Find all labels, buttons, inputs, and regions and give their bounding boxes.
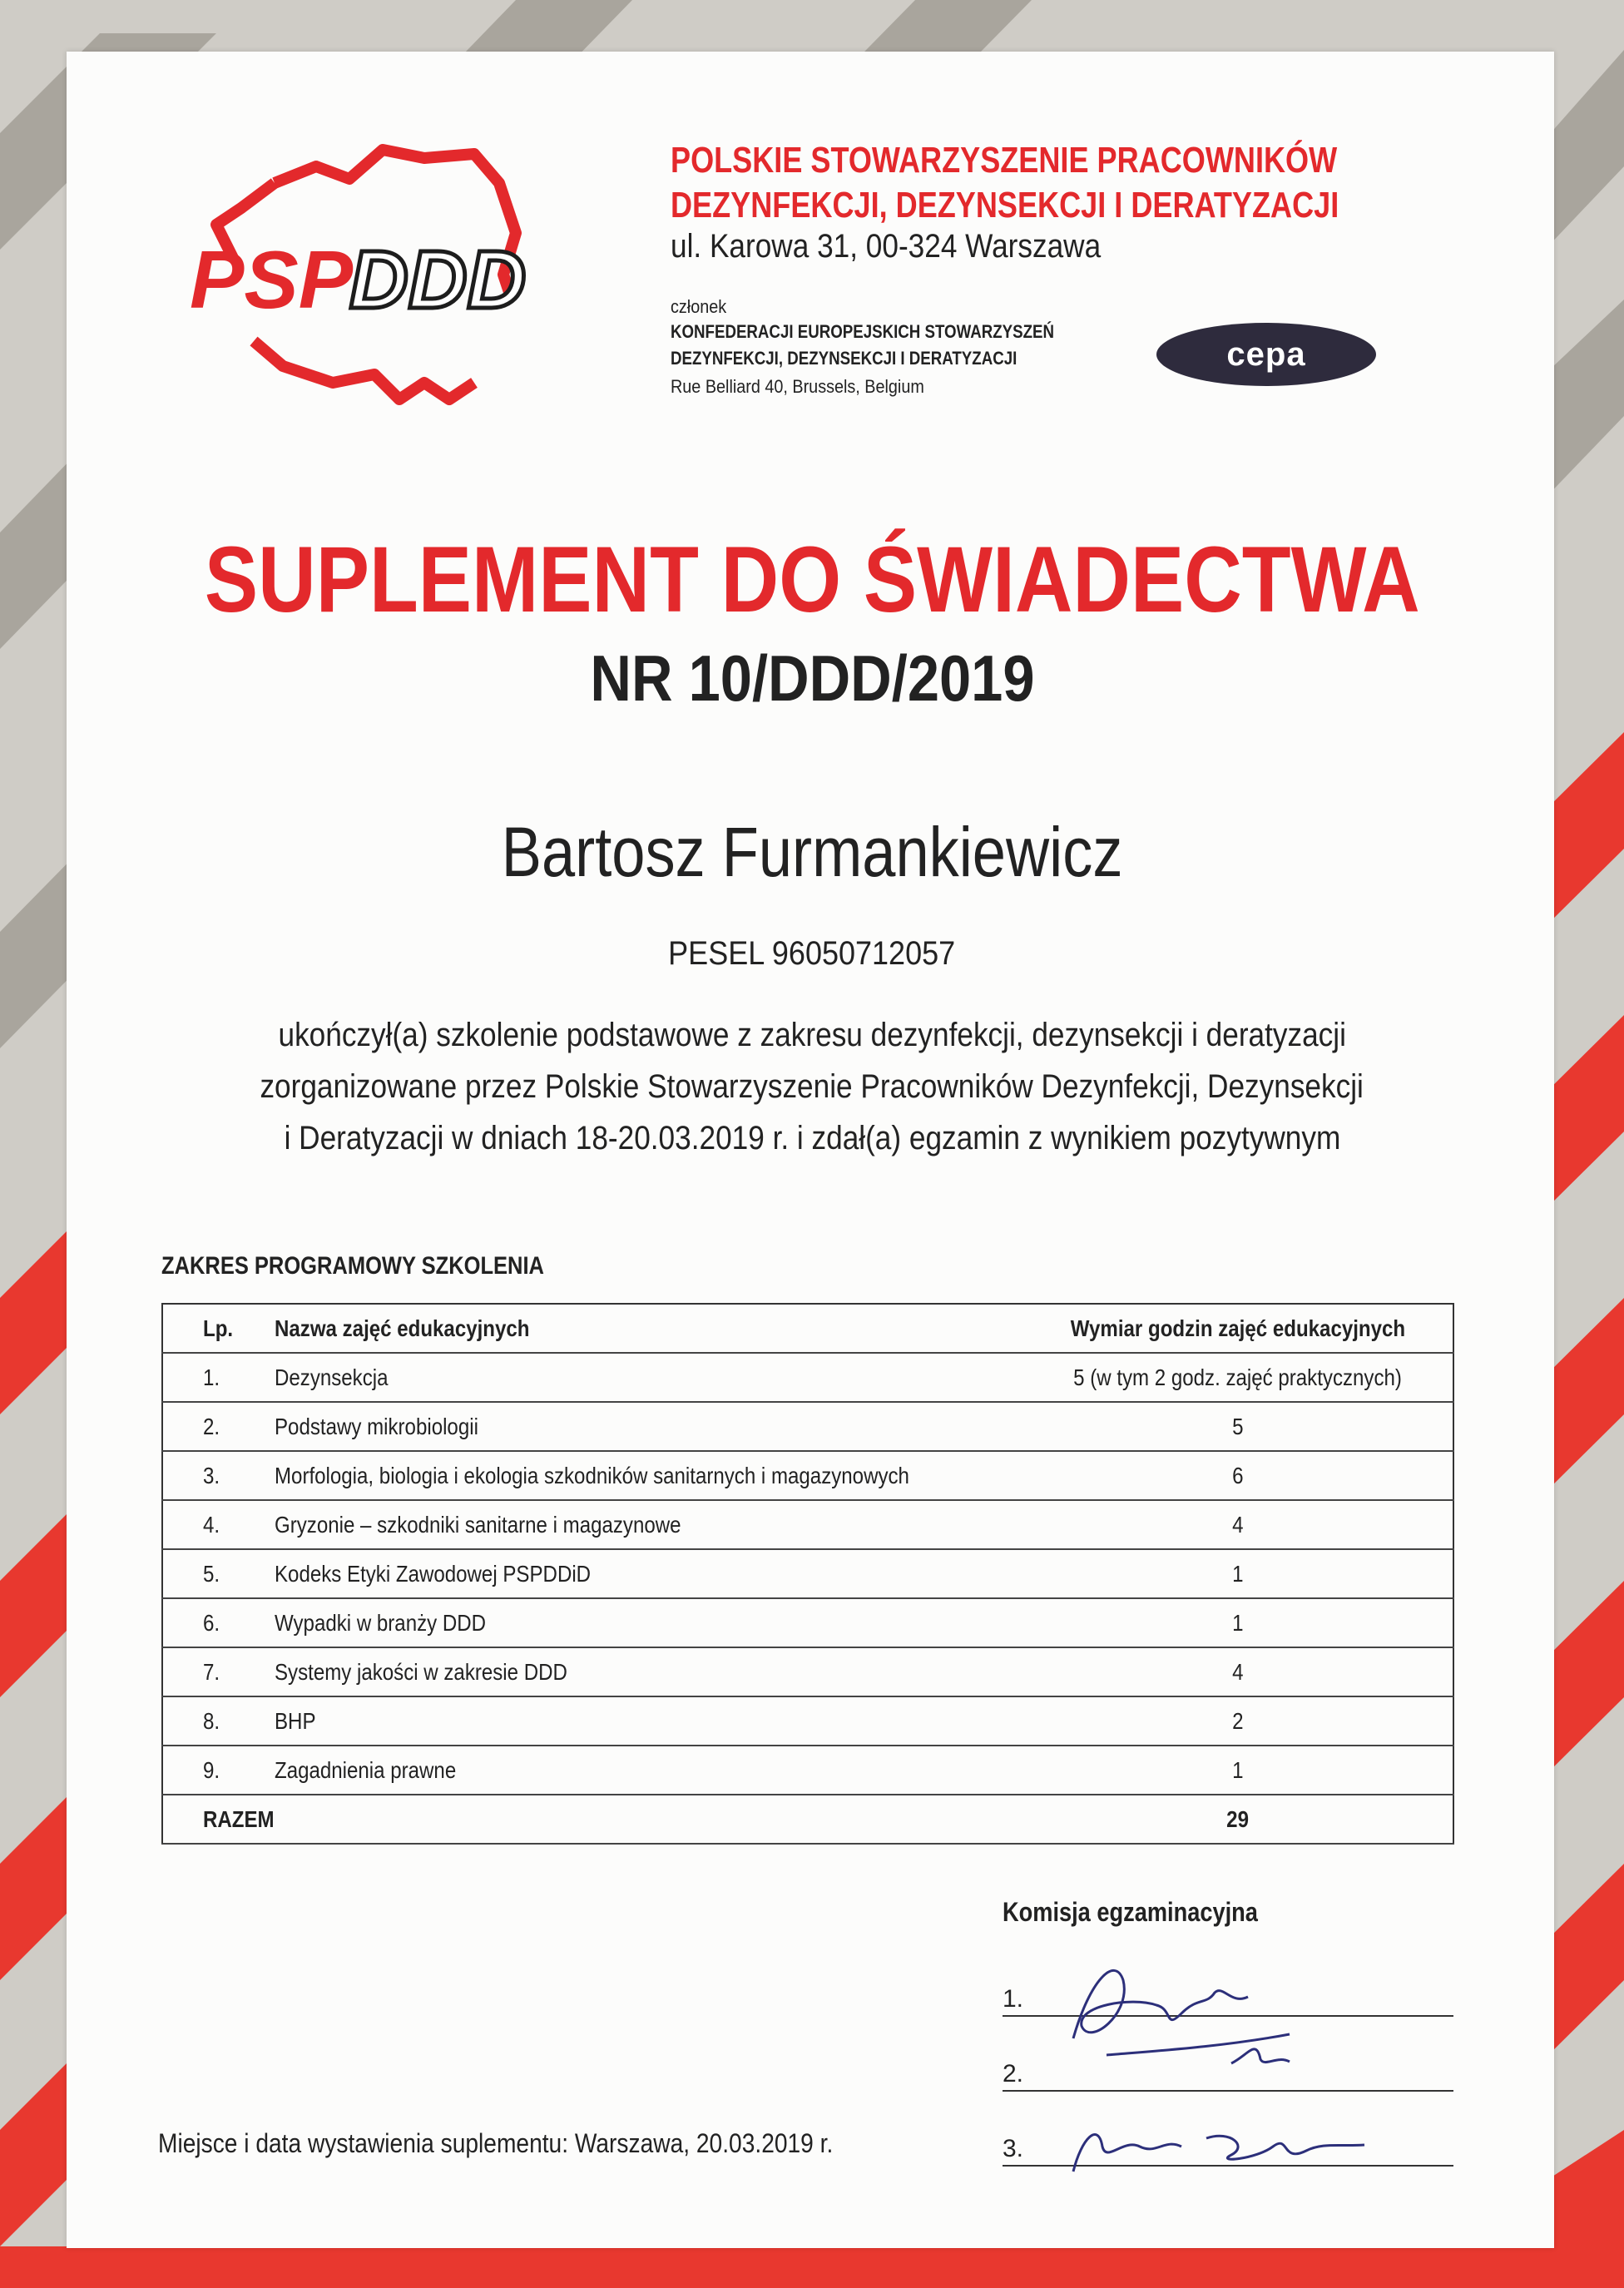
row-hours: 1	[1232, 1560, 1244, 1587]
signature-number: 1.	[1003, 1985, 1024, 2013]
table-row	[162, 1598, 1453, 1647]
table-row	[162, 1500, 1453, 1549]
header-hours: Wymiar godzin zajęć edukacyjnych	[1023, 1304, 1453, 1353]
total-hours: 29	[1226, 1805, 1250, 1832]
row-name: Wypadki w branży DDD	[275, 1609, 487, 1636]
header-lp: Lp.	[162, 1304, 275, 1353]
signature-2	[1223, 2030, 1323, 2080]
row-hours: 1	[1232, 1756, 1244, 1783]
row-hours: 5	[1232, 1413, 1244, 1439]
organization-name-line1: POLSKIE STOWARZYSZENIE PRACOWNIKÓW	[671, 140, 1338, 181]
row-name: Systemy jakości w zakresie DDD	[275, 1658, 567, 1685]
row-lp: 7.	[203, 1658, 220, 1685]
member-label: członek	[671, 296, 727, 317]
row-hours: 1	[1232, 1609, 1244, 1636]
row-lp: 5.	[203, 1560, 220, 1587]
table-row	[162, 1451, 1453, 1500]
table-total-row	[162, 1795, 1453, 1844]
table-header-row	[162, 1304, 1453, 1353]
pesel: PESEL 96050712057	[668, 935, 956, 972]
table-row	[162, 1402, 1453, 1451]
row-hours: 4	[1232, 1511, 1244, 1538]
description-line: zorganizowane przez Polskie Stowarzyszenie Pracowników Dezynfekcji, Dezynsekcji	[260, 1068, 1364, 1105]
row-lp: 2.	[203, 1413, 220, 1439]
row-name: Gryzonie – szkodniki sanitarne i magazynowe	[275, 1511, 681, 1538]
table-row	[162, 1647, 1453, 1696]
row-hours: 5 (w tym 2 godz. zajęć praktycznych)	[1073, 1364, 1403, 1390]
signature-3	[1065, 2113, 1381, 2188]
row-lp: 1.	[203, 1364, 220, 1390]
cepa-logo: cepa	[1156, 323, 1376, 386]
committee-label: Komisja egzaminacyjna	[1003, 1897, 1258, 1927]
confederation-address: Rue Belliard 40, Brussels, Belgium	[671, 376, 924, 397]
svg-text:PSP: PSP	[190, 234, 354, 325]
table-row	[162, 1746, 1453, 1795]
confederation-line2: DEZYNFEKCJI, DEZYNSEKCJI I DERATYZACJI	[671, 348, 1017, 369]
row-name: Zagadnienia prawne	[275, 1756, 457, 1783]
row-lp: 6.	[203, 1609, 220, 1636]
table-row	[162, 1549, 1453, 1598]
document-number: NR 10/DDD/2019	[589, 641, 1035, 715]
document-title: SUPLEMENT DO ŚWIADECTWA	[204, 527, 1420, 631]
row-lp: 9.	[203, 1756, 220, 1783]
organization-name-line2: DEZYNFEKCJI, DEZYNSEKCJI I DERATYZACJI	[671, 185, 1339, 225]
description-line: ukończył(a) szkolenie podstawowe z zakresu dezynfekcji, dezynsekcji i deratyzacji	[278, 1017, 1346, 1053]
table-row	[162, 1353, 1453, 1402]
description-line: i Deratyzacji w dniach 18-20.03.2019 r. i zdał(a) egzamin z wynikiem pozytywnym	[284, 1120, 1340, 1156]
place-date: Miejsce i data wystawienia suplementu: Warszawa, 20.03.2019 r.	[158, 2128, 834, 2158]
row-name: Podstawy mikrobiologii	[275, 1413, 478, 1439]
row-name: Kodeks Etyki Zawodowej PSPDDiD	[275, 1560, 592, 1587]
table-row	[162, 1696, 1453, 1746]
confederation-line1: KONFEDERACJI EUROPEJSKICH STOWARZYSZEŃ	[671, 321, 1054, 342]
row-lp: 8.	[203, 1707, 220, 1734]
row-hours: 2	[1232, 1707, 1244, 1734]
row-name: BHP	[275, 1707, 316, 1734]
total-label: RAZEM	[203, 1805, 275, 1832]
header-name: Nazwa zajęć edukacyjnych	[275, 1304, 1023, 1353]
organization-address: ul. Karowa 31, 00-324 Warszawa	[671, 228, 1102, 265]
svg-text:DDD: DDD	[349, 234, 527, 325]
row-lp: 3.	[203, 1462, 220, 1488]
pspddd-logo	[175, 133, 541, 416]
signature-number: 2.	[1003, 2060, 1024, 2087]
row-name: Dezynsekcja	[275, 1364, 389, 1390]
program-table	[161, 1303, 1454, 1845]
row-name: Morfologia, biologia i ekologia szkodników sanitarnych i magazynowych	[275, 1462, 909, 1488]
row-hours: 6	[1232, 1462, 1244, 1488]
row-lp: 4.	[203, 1511, 220, 1538]
signature-number: 3.	[1003, 2135, 1024, 2162]
program-section-title: ZAKRES PROGRAMOWY SZKOLENIA	[161, 1252, 544, 1280]
person-name: Bartosz Furmankiewicz	[501, 813, 1123, 891]
row-hours: 4	[1232, 1658, 1244, 1685]
